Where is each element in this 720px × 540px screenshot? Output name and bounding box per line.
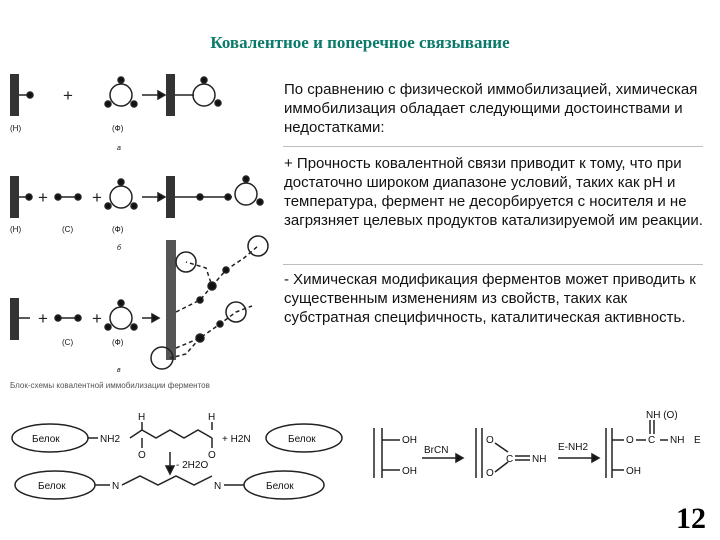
formula-label: O <box>486 435 494 446</box>
spacer-label: (С) <box>62 225 74 234</box>
enzyme-circle <box>110 307 132 329</box>
enzyme-circle <box>235 183 257 205</box>
panel-label: б <box>117 245 121 252</box>
carrier-block <box>166 240 176 360</box>
plus-sign: + <box>38 188 48 207</box>
formula-label: C <box>506 454 514 465</box>
plus-sign: + <box>38 309 48 328</box>
carrier-block <box>10 74 19 116</box>
formula-label: + H2N <box>222 434 251 445</box>
formula-label: O <box>626 435 634 446</box>
protein-label: Белок <box>32 434 60 445</box>
panel-label: а <box>117 145 121 152</box>
formula-label: E <box>694 435 701 446</box>
enzyme-circle <box>110 186 132 208</box>
formula-label: E-NH2 <box>558 442 589 453</box>
carrier-block <box>166 74 175 116</box>
formula-label: OH <box>626 466 641 477</box>
disadvantage-paragraph: - Химическая модификация ферментов может приводить к существенным изменениям из свойств, таких как субстратная специфичность, каталитическая активность. <box>284 271 696 326</box>
intro-paragraph: По сравнению с физической иммобилизацией, химическая иммобилизация обладает следующими достоинствами и недостатками: <box>284 81 698 136</box>
enzyme-circle <box>193 84 215 106</box>
formula-label: O <box>138 450 146 461</box>
formula-label: H <box>138 412 146 423</box>
enzyme-label: (Ф) <box>112 124 124 133</box>
formula-label: O <box>486 468 494 479</box>
protein-label: Белок <box>288 434 316 445</box>
formula-label: OH <box>402 466 417 477</box>
enzyme-label: (Ф) <box>112 338 124 347</box>
carrier-label: (Н) <box>10 124 22 133</box>
formula-label: O <box>208 450 216 461</box>
slide-title: Ковалентное и поперечное связывание <box>210 33 510 52</box>
formula-label: - 2H2O <box>176 460 209 471</box>
formula-label: OH <box>402 435 417 446</box>
carrier-block <box>10 298 19 340</box>
protein-label: Белок <box>266 481 294 492</box>
formula-label: C <box>648 435 656 446</box>
protein-label: Белок <box>38 481 66 492</box>
enzyme-circle <box>110 84 132 106</box>
carrier-block <box>166 176 175 218</box>
carrier-block <box>10 176 19 218</box>
panel-label: в <box>117 367 121 374</box>
plus-sign: + <box>92 188 102 207</box>
formula-label: NH2 <box>100 434 121 445</box>
plus-sign: + <box>92 309 102 328</box>
advantage-paragraph: + Прочность ковалентной связи приводит к тому, что при достаточно широком диапазоне условий, таких как рН и температура, фермент не десорбируется с носителя и не загрязняет целевых продуктов катализируемой им реакции. <box>284 155 703 229</box>
carrier-label: (Н) <box>10 225 22 234</box>
formula-label: NH (O) <box>646 410 678 421</box>
enzyme-label: (Ф) <box>112 225 124 234</box>
formula-label: BrCN <box>424 445 449 456</box>
formula-label: N <box>214 481 222 492</box>
scheme-caption: Блок-схемы ковалентной иммобилизации ферментов <box>10 381 210 390</box>
formula-label: N <box>112 481 120 492</box>
formula-label: NH <box>532 454 547 465</box>
formula-label: NH <box>670 435 685 446</box>
plus-sign: + <box>63 86 73 105</box>
spacer-label: (С) <box>62 338 74 347</box>
formula-label: H <box>208 412 216 423</box>
page-number: 12 <box>676 502 706 535</box>
